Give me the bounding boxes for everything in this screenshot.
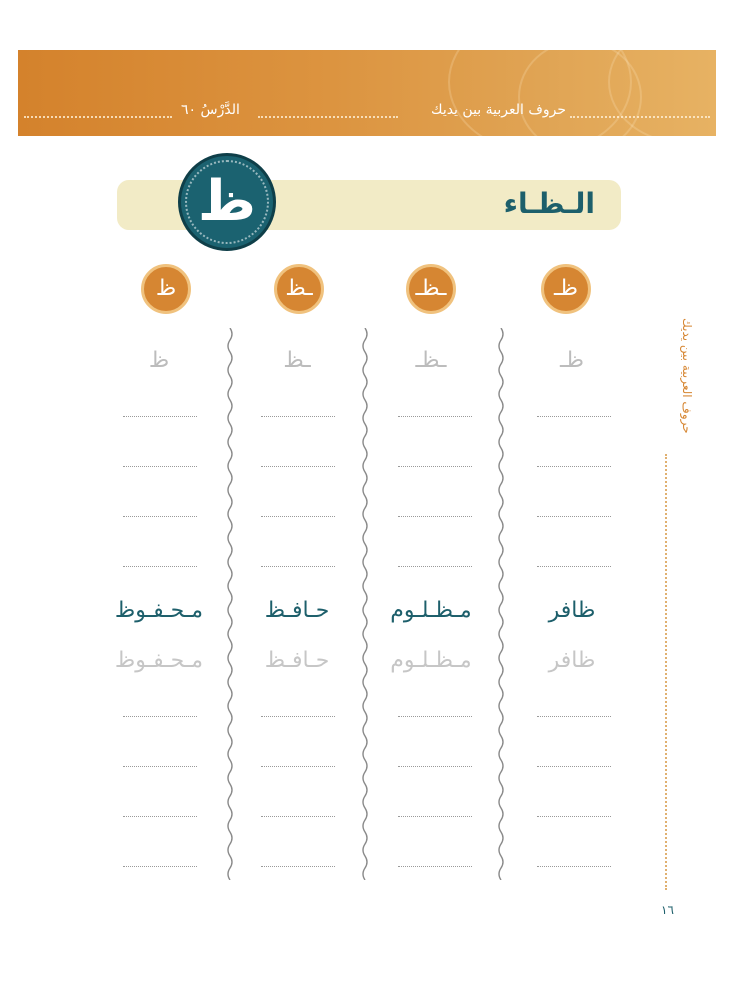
banner-dots-left — [24, 116, 172, 118]
writing-line[interactable] — [398, 766, 472, 767]
example-word-2: مـظـلـوم — [390, 598, 472, 623]
letter-name: الـظـاء — [503, 187, 595, 220]
book-title: حروف العربية بين يديك — [431, 102, 566, 118]
trace-letter-final: ـظ — [283, 348, 311, 373]
writing-line[interactable] — [261, 866, 335, 867]
writing-line[interactable] — [398, 866, 472, 867]
trace-word-2: مـظـلـوم — [390, 648, 472, 673]
trace-word-4: مـحـفـوظ — [114, 648, 204, 673]
writing-line[interactable] — [537, 716, 611, 717]
letter-glyph: ظ — [185, 160, 269, 244]
writing-line[interactable] — [261, 566, 335, 567]
trace-word-1: ظافر — [548, 648, 596, 673]
writing-line[interactable] — [537, 816, 611, 817]
banner-dots-right — [570, 116, 710, 118]
column-divider-3 — [496, 328, 506, 880]
writing-line[interactable] — [261, 716, 335, 717]
writing-line[interactable] — [537, 416, 611, 417]
writing-line[interactable] — [123, 566, 197, 567]
writing-line[interactable] — [537, 866, 611, 867]
writing-line[interactable] — [537, 516, 611, 517]
column-divider-2 — [360, 328, 370, 880]
top-banner — [18, 50, 716, 136]
trace-letter-isolated: ظ — [148, 348, 170, 373]
writing-line[interactable] — [123, 416, 197, 417]
lesson-label: الدَّرْسُ ٦٠ — [181, 102, 240, 118]
form-badge-isolated: ظ — [141, 264, 191, 314]
form-badge-initial: ظـ — [541, 264, 591, 314]
writing-line[interactable] — [261, 766, 335, 767]
trace-word-3: حـافـظ — [264, 648, 330, 673]
writing-line[interactable] — [537, 466, 611, 467]
example-word-1: ظافر — [548, 598, 596, 623]
writing-line[interactable] — [398, 516, 472, 517]
writing-line[interactable] — [537, 566, 611, 567]
side-dotted-rule — [665, 454, 667, 890]
page-number: ١٦ — [661, 903, 674, 917]
writing-line[interactable] — [398, 416, 472, 417]
example-word-3: حـافـظ — [264, 598, 330, 623]
writing-line[interactable] — [123, 516, 197, 517]
writing-line[interactable] — [398, 716, 472, 717]
writing-line[interactable] — [398, 816, 472, 817]
writing-line[interactable] — [261, 816, 335, 817]
writing-line[interactable] — [261, 466, 335, 467]
example-word-4: مـحـفـوظ — [114, 598, 204, 623]
trace-letter-medial: ـظـ — [415, 348, 447, 373]
writing-line[interactable] — [123, 716, 197, 717]
writing-line[interactable] — [123, 766, 197, 767]
writing-line[interactable] — [261, 516, 335, 517]
writing-line[interactable] — [123, 466, 197, 467]
writing-line[interactable] — [261, 416, 335, 417]
form-badge-medial: ـظـ — [406, 264, 456, 314]
letter-medallion — [178, 153, 276, 251]
column-divider-1 — [225, 328, 235, 880]
writing-line[interactable] — [398, 566, 472, 567]
trace-letter-initial: ظـ — [560, 348, 584, 373]
writing-line[interactable] — [537, 766, 611, 767]
banner-dots-middle — [258, 116, 398, 118]
side-book-title: حروف العربية بين يديك — [680, 318, 694, 434]
writing-line[interactable] — [398, 466, 472, 467]
writing-line[interactable] — [123, 816, 197, 817]
writing-line[interactable] — [123, 866, 197, 867]
form-badge-final: ـظ — [274, 264, 324, 314]
